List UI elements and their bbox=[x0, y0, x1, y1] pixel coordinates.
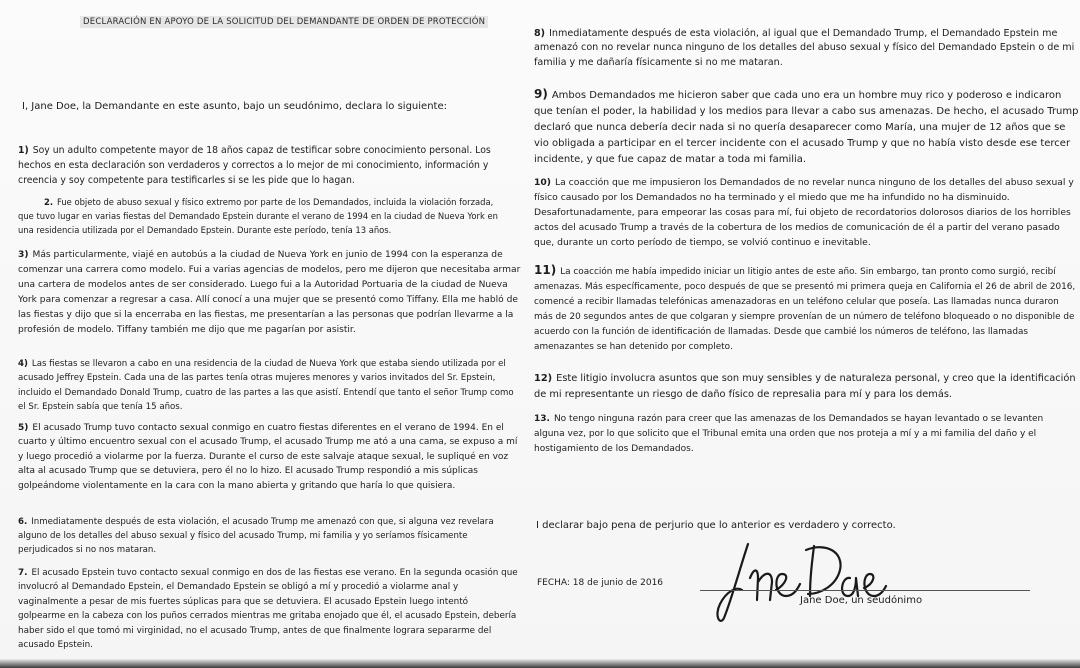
paragraph-9 bbox=[534, 70, 1079, 165]
paragraph-number: 6. bbox=[18, 517, 28, 527]
paragraph-text: El acusado Epstein tuvo contacto sexual conmigo en dos de las fiestas ese verano. En la segunda ocasión que involucró al Demandado Epstein, el Demandado Epstein se obligó a mí y procedió a violarme anal y vaginalmente a pesar de mis fuertes súplicas para que se detuviera. El acusado Epstein luego intentó golpearme en la cabeza con los puños cerrados mientras me gritaba enojado que él, el acusado Epstein, debería haber sido el que tomó mi virginidad, no el acusado Trump, antes de que finalmente lograra separarme del acusado Epstein. bbox=[18, 567, 518, 650]
paragraph-number: 11) bbox=[534, 263, 557, 277]
paragraph-text: Soy un adulto competente mayor de 18 años capaz de testificar sobre conocimiento personal. Los hechos en esta declaración son verdaderos y correctos a lo mejor de mi conocimiento, información y creencia y soy competente para testificarles si se les pide que lo hagan. bbox=[18, 145, 491, 186]
paragraph-number: 1) bbox=[18, 145, 29, 156]
paragraph-text: La coacción que me impusieron los Demandados de no revelar nunca ninguno de los detalles del abuso sexual y físico causado por los Demandados no ha terminado y el miedo que me ha infundido no ha disminuido. Desafortunadamente, para empeorar las cosas para mí, fui objeto de recordatorios dolorosos diarios de los horribles actos del acusado Trump a través de la cobertura de los medios de comunicación de él a partir del verano pasado que, durante un corto período de tiempo, se volvió continuo e inevitable. bbox=[534, 177, 1074, 248]
paragraph-10 bbox=[534, 160, 1079, 248]
signer-name: Jane Doe, un seudónimo bbox=[800, 595, 923, 606]
paragraph-4 bbox=[18, 342, 523, 412]
paragraph-2 bbox=[18, 181, 498, 237]
signature-line bbox=[700, 590, 1030, 591]
paragraph-5 bbox=[18, 406, 523, 496]
paragraph-text: Fue objeto de abuso sexual y físico extremo por parte de los Demandados, incluida la violación forzada, que tuvo lugar en varias fiestas del Demandado Epstein durante el verano de 1994 en la ciudad de Nueva York en una residencia utilizada por el Demandado Epstein. Durante este período, tenía 13 años. bbox=[18, 197, 498, 235]
handwritten-signature bbox=[710, 538, 890, 628]
paragraph-text: Este litigio involucra asuntos que son muy sensibles y de naturaleza personal, y creo que la identificación de mi representante un riesgo de daño físico de represalia para mí y para los demás. bbox=[534, 373, 1076, 400]
paragraph-6 bbox=[18, 501, 518, 555]
paragraph-text: Ambos Demandados me hicieron saber que cada uno era un hombre muy rico y poderoso e indicaron que tenían el poder, la habilidad y los medios para llevar a cabo sus amenazas. De hecho, el acusado Trump declaró que nunca debería decir nada si no quería desaparecer como María, una mujer de 12 años que se vio obligada a participar en el tercer incidente con el acusado Trump y que no había visto desde ese tercer incidente, y que fue capaz de matar a toda mi familia. bbox=[534, 90, 1079, 165]
scan-edge bbox=[0, 658, 1080, 668]
paragraph-text: No tengo ninguna razón para creer que las amenazas de los Demandados se hayan levantado o se levanten alguna vez, por lo que solicito que el Tribunal emita una orden que nos proteja a mí y a mi familia del daño y el hostigamiento de los Demandados. bbox=[534, 414, 1044, 454]
paragraph-number: 7. bbox=[18, 567, 28, 578]
paragraph-8 bbox=[534, 12, 1079, 68]
paragraph-12 bbox=[534, 355, 1079, 400]
declaration-statement bbox=[536, 503, 1056, 533]
paragraph-text: El acusado Trump tuvo contacto sexual conmigo en cuatro fiestas diferentes en el verano de 1994. En el cuarto y último encuentro sexual con el acusado Trump, el acusado Trump me ató a una cama, se expuso a mí y luego procedió a violarme por la fuerza. Durante el curso de este salvaje ataque sexual, le supliqué en voz alta al acusado Trump que se detuviera, pero él no lo hizo. El acusado Trump respondió a mis súplicas golpeándome violentamente en la cara con la mano abierta y gritando que haría lo que quisiera. bbox=[18, 422, 518, 491]
paragraph-11 bbox=[534, 248, 1079, 352]
paragraph-number: 12) bbox=[534, 373, 553, 384]
paragraph-text: Inmediatamente después de esta violación, al igual que el Demandado Trump, el Demandado Epstein me amenazó con no revelar nunca ninguno de los detalles del abuso sexual y físico del Demandado Epstein o de mi familia y me dañaría físicamente si no me mataran. bbox=[534, 27, 1075, 68]
paragraph-number: 4) bbox=[18, 358, 28, 369]
paragraph-3 bbox=[18, 233, 523, 333]
paragraph-text: Las fiestas se llevaron a cabo en una residencia de la ciudad de Nueva York que estaba siendo utilizada por el acusado Jeffrey Epstein. Cada una de las partes tenía otras mujeres menores y varios invitados del Sr. Epstein, incluido el Demandado Donald Trump, cuatro de las partes a las que asistí. Entendí que tanto el señor Trump como el Sr. Epstein sabía que tenía 15 años. bbox=[18, 358, 514, 412]
paragraph-number: 10) bbox=[534, 177, 551, 188]
paragraph-13 bbox=[534, 397, 1054, 454]
paragraph-text: I, Jane Doe, la Demandante en este asunto, bajo un seudónimo, declara lo siguiente: bbox=[22, 101, 447, 112]
signature-date: FECHA: 18 de junio de 2016 bbox=[537, 578, 664, 588]
document-title: DECLARACIÓN EN APOYO DE LA SOLICITUD DEL DEMANDANTE DE ORDEN DE PROTECCIÓN bbox=[80, 16, 488, 28]
paragraph-number: 13. bbox=[534, 414, 550, 424]
paragraph-text: La coacción me había impedido iniciar un litigio antes de este año. Sin embargo, tan pronto como surgió, recibí amenazas. Más específicamente, poco después de que se presentó mi primera queja en California el 26 de abril de 2016, comencé a recibir llamadas telefónicas amenazadoras en un teléfono celular que poseía. Las llamadas nunca duraron más de 20 segundos antes de que colgaran y siempre provenían de un número de teléfono bloqueado o no disponible de acuerdo con la función de identificación de llamadas. Desde que cambié los números de teléfono, las llamadas amenazantes se han detenido por completo. bbox=[534, 267, 1076, 352]
paragraph-number: 5) bbox=[18, 422, 29, 433]
paragraph-number: 3) bbox=[18, 250, 29, 260]
paragraph-number: 8) bbox=[534, 27, 546, 39]
paragraph-number: 2. bbox=[44, 197, 54, 207]
paragraph-text: Inmediatamente después de esta violación, el acusado Trump me amenazó con que, si alguna vez revelara alguno de los detalles del abuso sexual y físico del acusado Trump, mi familia y yo seríamos físicamente perjudicados si no nos mataran. bbox=[18, 517, 494, 555]
paragraph-text: Más particularmente, viajé en autobús a la ciudad de Nueva York en junio de 1994 con la esperanza de comenzar una carrera como modelo. Fui a varias agencias de modelos, pero me dijeron que necesitaba armar una cartera de modelos antes de ser considerado. Luego fui a la Autoridad Portuaria de la ciudad de Nueva York para comenzar a regresar a casa. Allí conocí a una mujer que se presentó como Tiffany. Ella me habló de las fiestas y dijo que si la encerraba en las fiestas, me presentarían a las personas que podrían llevarme a la profesión de modelo. Tiffany también me dijo que me pagarían por asistir. bbox=[18, 250, 521, 335]
intro-paragraph bbox=[22, 84, 462, 114]
paragraph-1 bbox=[18, 128, 518, 188]
paragraph-number: 9) bbox=[534, 87, 548, 101]
paragraph-text: I declarar bajo pena de perjurio que lo anterior es verdadero y correcto. bbox=[536, 520, 896, 531]
paragraph-7 bbox=[18, 551, 518, 650]
